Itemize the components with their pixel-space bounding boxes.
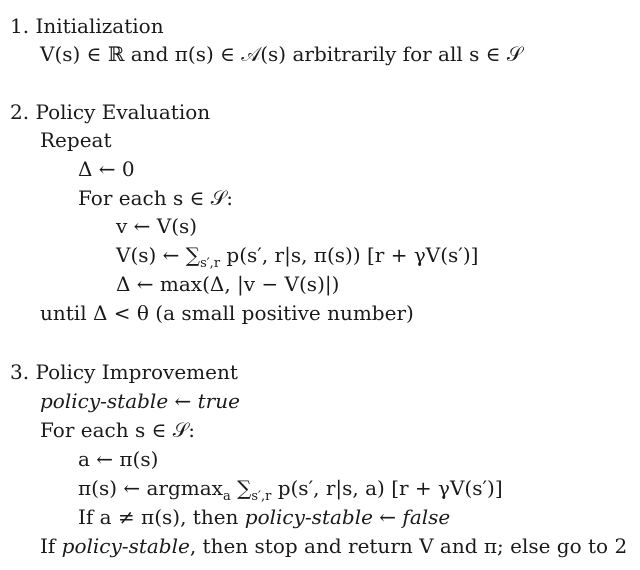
policy-stable-var: policy-stable <box>40 389 169 413</box>
for-each-state-improve: For each s ∈ 𝒮: <box>40 418 195 442</box>
policy-update-lhs: π(s) ← argmax <box>78 476 223 500</box>
final-rest: , then stop and return V and π; else go to 2 <box>189 534 628 558</box>
a-assign: a ← π(s) <box>78 447 159 471</box>
delta-init: Δ ← 0 <box>78 157 135 181</box>
value-update-rhs: p(s′, r|s, π(s)) [r + γV(s′)] <box>220 243 479 267</box>
policy-stable-true: true <box>197 389 240 413</box>
argmax-subscript: a <box>222 489 231 504</box>
value-update-subscript: s′,r <box>200 256 221 271</box>
policy-sum-subscript: s′,r <box>251 489 272 504</box>
value-update-lhs: V(s) ← ∑ <box>116 243 201 267</box>
until-condition: until Δ < θ (a small positive number) <box>40 301 414 325</box>
init-statement: V(s) ∈ ℝ and π(s) ∈ 𝒜(s) arbitrarily for all s ∈ 𝒮 <box>40 42 523 66</box>
section-1-heading: 1. Initialization <box>10 14 164 38</box>
if-policy-stable-var: policy-stable <box>244 505 373 529</box>
final-policy-stable-var: policy-stable <box>61 534 190 558</box>
v-assign: v ← V(s) <box>116 214 198 238</box>
section-2-heading: 2. Policy Evaluation <box>10 100 211 124</box>
policy-stable-arrow: ← <box>168 389 198 413</box>
for-each-state-eval: For each s ∈ 𝒮: <box>78 186 233 210</box>
final-prefix: If <box>40 534 62 558</box>
if-action-changed <box>78 505 450 529</box>
termination-statement <box>40 534 627 558</box>
delta-update: Δ ← max(Δ, |v − V(s)|) <box>116 272 340 296</box>
if-false: false <box>402 505 451 529</box>
section-3-heading: 3. Policy Improvement <box>10 360 238 384</box>
if-prefix: If a ≠ π(s), then <box>78 505 245 529</box>
repeat-keyword: Repeat <box>40 128 112 152</box>
if-arrow: ← <box>372 505 403 529</box>
policy-stable-init <box>40 389 240 413</box>
policy-update-sum: ∑ <box>230 476 252 500</box>
policy-update-rhs: p(s′, r|s, a) [r + γV(s′)] <box>271 476 503 500</box>
